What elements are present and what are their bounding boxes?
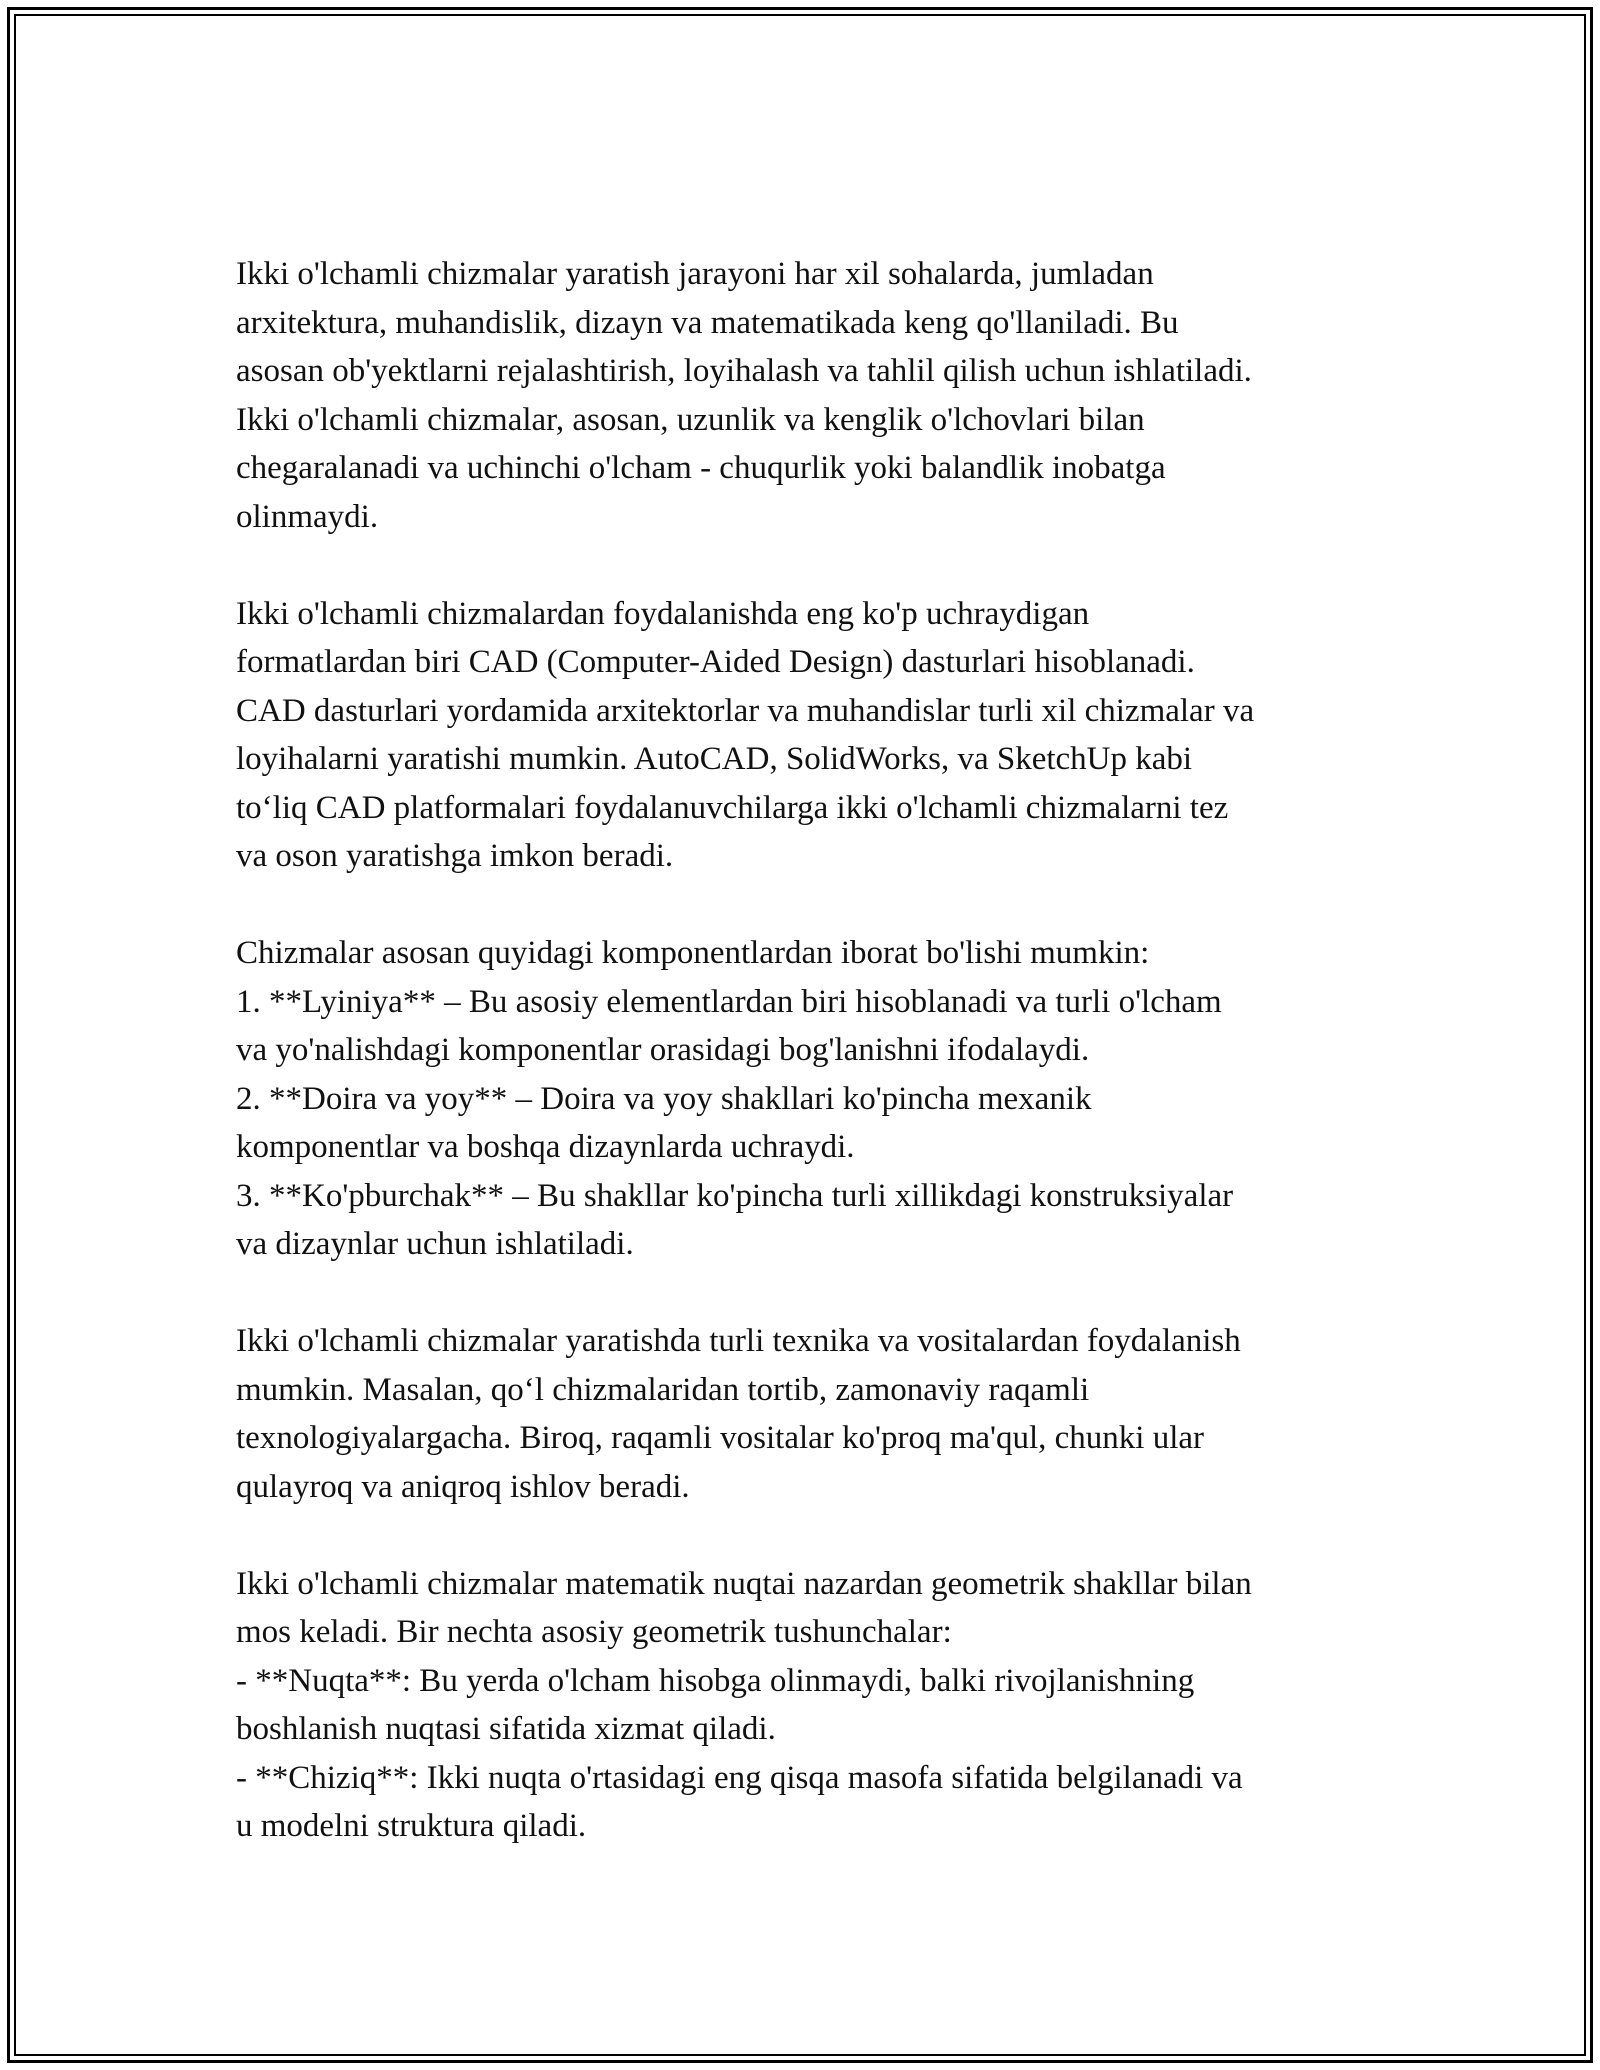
document-body [236, 250, 1376, 1851]
paragraph-techniques: Ikki o'lchamli chizmalar yaratishda turli texnika va vositalardan foydalanish mumkin. Masalan, qo‘l chizmalaridan tortib, zamonaviy raqamli texnologiyalargacha. Biroq, raqamli vositalar ko'proq ma'qul, chunki ular qulayroq va aniqroq ishlov beradi. [236, 1323, 1241, 1505]
paragraph-geometry: Ikki o'lchamli chizmalar matematik nuqtai nazardan geometrik shakllar bilan mos keladi. Bir nechta asosiy geometrik tushunchalar: - **Nuqta**: Bu yerda o'lcham hisobga olinmaydi, balki rivojlanishning boshlanish nuqtasi sifatida xizmat qiladi. - **Chiziq**: Ikki nuqta o'rtasidagi eng qisqa masofa sifatida belgilanadi va u modelni struktura qiladi. [236, 1565, 1252, 1844]
paragraph-intro: Ikki o'lchamli chizmalar yaratish jarayoni har xil sohalarda, jumladan arxitektura, muhandislik, dizayn va matematikada keng qo'llaniladi. Bu asosan ob'yektlarni rejalashtirish, loyihalash va tahlil qilish uchun ishlatiladi. Ikki o'lchamli chizmalar, asosan, uzunlik va kenglik o'lchovlari bilan chegaralanadi va uchinchi o'lcham - chuqurlik yoki balandlik inobatga olinmaydi. [236, 256, 1252, 535]
paragraph-components: Chizmalar asosan quyidagi komponentlardan iborat bo'lishi mumkin: 1. **Lyiniya** – Bu asosiy elementlardan biri hisoblanadi va turli o'lcham va yo'nalishdagi komponentlar orasidagi bog'lanishni ifodalaydi. 2. **Doira va yoy** – Doira va yoy shakllari ko'pincha mexanik komponentlar va boshqa dizaynlarda uchraydi. 3. **Ko'pburchak** – Bu shakllar ko'pincha turli xillikdagi konstruksiyalar va dizaynlar uchun ishlatiladi. [236, 935, 1234, 1262]
paragraph-cad: Ikki o'lchamli chizmalardan foydalanishda eng ko'p uchraydigan formatlardan biri CAD (Computer-Aided Design) dasturlari hisoblanadi. CAD dasturlari yordamida arxitektorlar va muhandislar turli xil chizmalar va loyihalarni yaratishi mumkin. AutoCAD, SolidWorks, va SketchUp kabi to‘liq CAD platformalari foydalanuvchilarga ikki o'lchamli chizmalarni tez va oson yaratishga imkon beradi. [236, 595, 1255, 874]
